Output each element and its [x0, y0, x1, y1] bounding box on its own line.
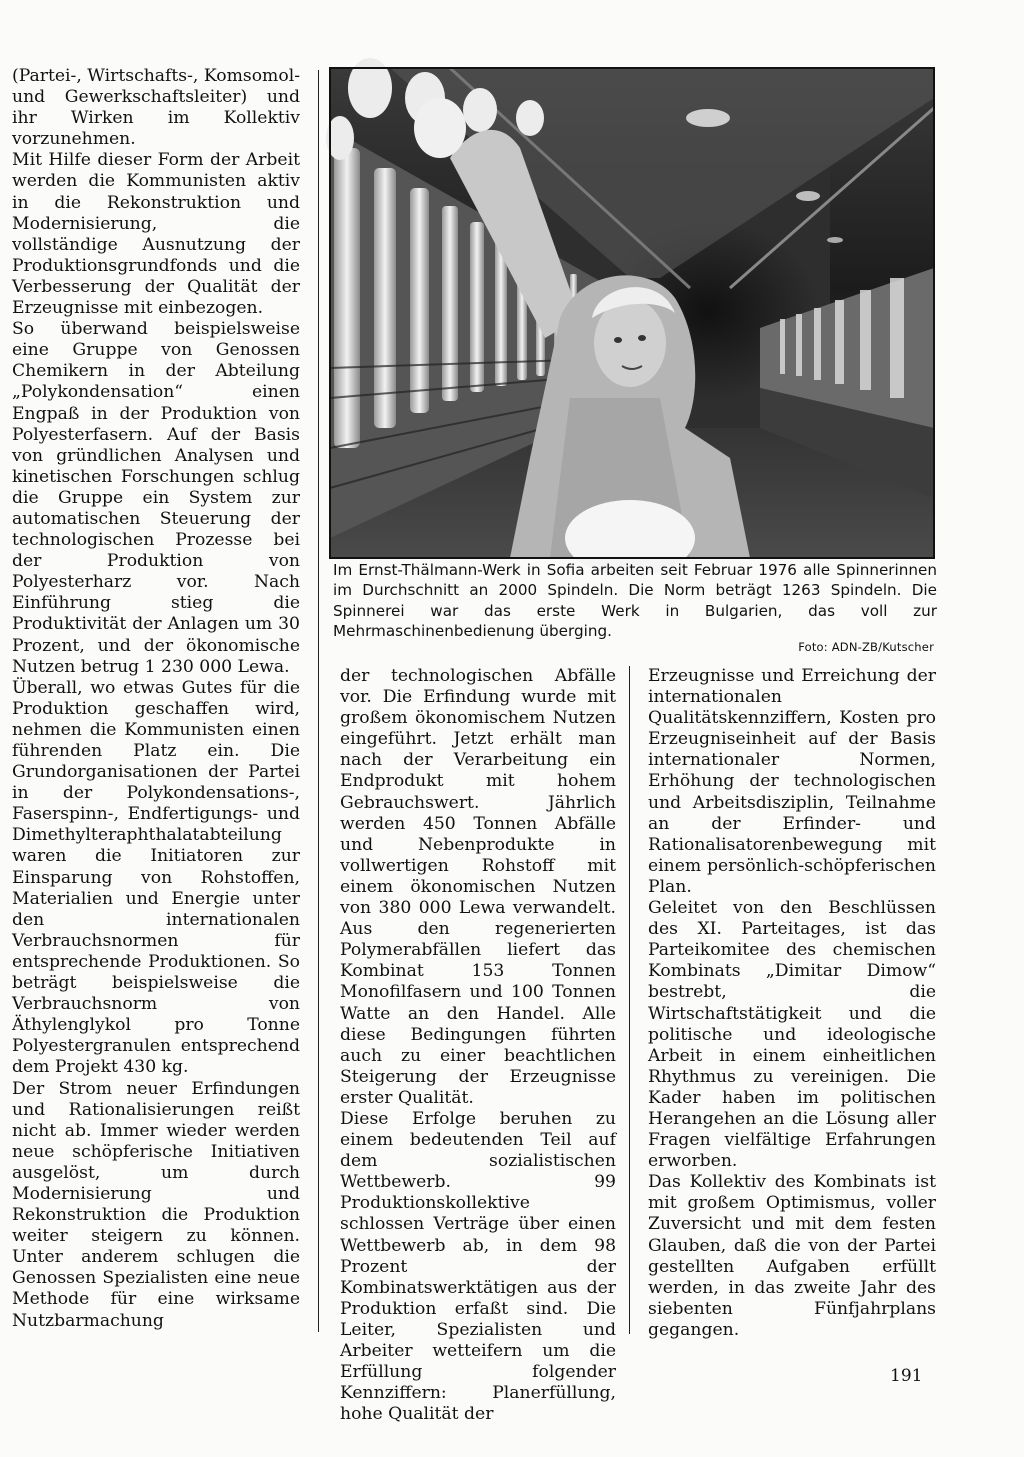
- paragraph: (Partei-, Wirtschafts-, Komsomol- und Gewerkschaftsleiter) und ihr Wirken im Kollektiv vorzunehmen.: [12, 66, 300, 150]
- paragraph: der technologischen Abfälle vor. Die Erfindung wurde mit großem ökonomischem Nutzen eingeführt. Jetzt erhält man nach der Verarbeitung ein Endprodukt mit hohem Gebrauchswert. Jährlich werden 450 Tonnen Abfälle und Nebenprodukte in vollwertigen Rohstoff mit einem ökonomischen Nutzen von 380 000 Lewa verwandelt. Aus den regenerierten Polymerabfällen liefert das Kombinat 153 Tonnen Monofilfasern und 100 Tonnen Watte an den Handel. Alle diese Bedingungen führten auch zu einer beachtlichen Steigerung der Erzeugnisse erster Qualität.: [340, 666, 616, 1108]
- paragraph: So überwand beispielsweise eine Gruppe von Genossen Chemikern in der Abteilung „Polykondensation“ einen Engpaß in der Produktion von Polyesterfasern. Auf der Basis von gründlichen Analysen und kinetischen Forschungen schlug die Gruppe ein System zur automatischen Steuerung der technologischen Prozesse bei der Produktion von Polyesterharz vor. Nach Einführung stieg die Produktivität der Anlagen um 30 Prozent, und der ökonomische Nutzen betrug 1 230 000 Lewa.: [12, 319, 300, 677]
- text-column-3: [648, 666, 936, 1340]
- column-divider: [629, 666, 630, 1334]
- paragraph: Geleitet von den Beschlüssen des XI. Parteitages, ist das Parteikomitee des chemischen Kombinats „Dimitar Dimow“ bestrebt, die Wirtschaftstätigkeit und die politische und ideologische Arbeit in einem einheitlichen Rhythmus zu vereinigen. Die Kader haben im politischen Herangehen an die Lösung aller Fragen vielfältige Erfahrungen erworben.: [648, 898, 936, 1172]
- paragraph: Der Strom neuer Erfindungen und Rationalisierungen reißt nicht ab. Immer wieder werden neue schöpferische Initiativen ausgelöst, um durch Modernisierung und Rekonstruktion die Produktion weiter steigern zu können. Unter anderem schlugen die Genossen Spezialisten eine neue Methode für eine wirksame Nutzbarmachung: [12, 1078, 300, 1331]
- paragraph: Erzeugnisse und Erreichung der internationalen Qualitätskennziffern, Kosten pro Erzeugniseinheit auf der Basis internationaler Normen, Erhöhung der technologischen und Arbeitsdisziplin, Teilnahme an der Erfinder- und Rationalisatorenbewegung mit einem persönlich-schöpferischen Plan.: [648, 666, 936, 897]
- column-divider: [318, 70, 319, 1332]
- text-column-1: [12, 66, 300, 1336]
- paragraph: Überall, wo etwas Gutes für die Produktion geschaffen wird, nehmen die Kommunisten einen führenden Platz ein. Die Grundorganisationen der Partei in der Polykondensations-, Faserspinn-, Endfertigungs- und Dimethylteraphthalatabteilung waren die Initiatoren zur Einsparung von Rohstoffen, Materialien und Energie unter den internationalen Verbrauchsnormen für entsprechende Produktionen. So beträgt beispielsweise die Verbrauchsnorm von Äthylenglykol pro Tonne Polyestergranulen entsprechend dem Projekt 430 kg.: [12, 677, 300, 1078]
- page-number: 191: [890, 1366, 923, 1386]
- photo-credit: Foto: ADN-ZB/Kutscher: [798, 640, 934, 654]
- text-column-2: [340, 666, 616, 1425]
- paragraph: Das Kollektiv des Kombinats ist mit großem Optimismus, voller Zuversicht und mit dem festen Glauben, daß die von der Partei gestellten Aufgaben erfüllt werden, in das zweite Jahr des siebenten Fünfjahrplans gegangen.: [648, 1172, 936, 1340]
- photo-illustration: [330, 68, 934, 558]
- photo-caption: Im Ernst-Thälmann-Werk in Sofia arbeiten seit Februar 1976 alle Spinnerinnen im Durchschnitt an 2000 Spindeln. Die Norm beträgt 1263 Spindeln. Die Spinnerei war das erste Werk in Bulgarien, das voll zur Mehrmaschinenbedienung überging.: [333, 561, 937, 640]
- spinning-mill-photo: [330, 68, 934, 558]
- paragraph: Diese Erfolge beruhen zu einem bedeutenden Teil auf dem sozialistischen Wettbewerb. 99 Produktionskollektive schlossen Verträge über einen Wettbewerb ab, in dem 98 Prozent der Kombinatswerktätigen aus der Produktion erfaßt sind. Die Leiter, Spezialisten und Arbeiter wetteifern um die Erfüllung folgender Kennziffern: Planerfüllung, hohe Qualität der: [340, 1108, 616, 1425]
- paragraph: Mit Hilfe dieser Form der Arbeit werden die Kommunisten aktiv in die Rekonstruktion und Modernisierung, die vollständige Ausnutzung der Produktionsgrundfonds und die Verbesserung der Qualität der Erzeugnisse mit einbezogen.: [12, 150, 300, 319]
